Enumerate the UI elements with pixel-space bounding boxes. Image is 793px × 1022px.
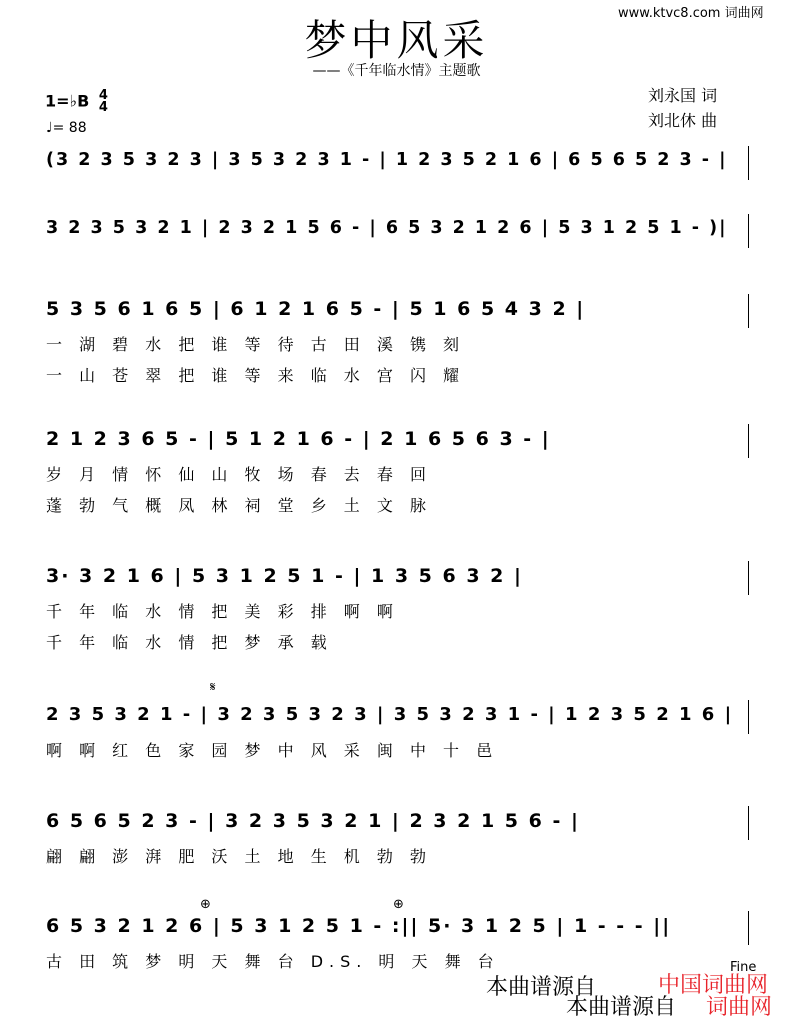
notation-line: (3 2 3 5 3 2 3 | 3 5 3 2 3 1 - | 1 2 3 5 2 1 6 | 6 5 6 5 2 3 - | <box>46 150 728 170</box>
system-end-barline <box>748 294 749 328</box>
lyric-line: 千 年 临 水 情 把 梦 承 载 <box>46 633 333 652</box>
watermark-black: 本曲谱源自 <box>486 975 597 1000</box>
tempo-marking: ♩= 88 <box>46 120 87 136</box>
coda-mark-2: ⊕ <box>393 897 404 912</box>
key-label: 1=♭B <box>45 91 90 111</box>
lyricist-credit: 刘永国 词 <box>648 86 718 105</box>
song-subtitle: ——《千年临水情》主题歌 <box>312 63 481 79</box>
notation-line: 3· 3 2 1 6 | 5 3 1 2 5 1 - | 1 3 5 6 3 2 | <box>46 565 523 587</box>
time-sig-top: 4 <box>98 88 108 103</box>
notation-line: 2 1 2 3 6 5 - | 5 1 2 1 6 - | 2 1 6 5 6 3 - | <box>46 428 551 450</box>
lyric-line: 千 年 临 水 情 把 美 彩 排 啊 啊 <box>46 602 399 621</box>
segno-mark: 𝄋 <box>210 680 216 695</box>
watermark-black-2: 本曲谱源自 <box>566 995 677 1020</box>
system-end-barline <box>748 146 749 180</box>
notation-line: 6 5 3 2 1 2 6 | 5 3 1 2 5 1 - :|| 5· 3 1 2 5 | 1 - - - || <box>46 915 672 937</box>
system-end-barline <box>748 806 749 840</box>
notation-line: 2 3 5 3 2 1 - | 3 2 3 5 3 2 3 | 3 5 3 2 3 1 - | 1 2 3 5 2 1 6 | <box>46 704 734 725</box>
time-sig-bottom: 4 <box>98 100 108 115</box>
lyric-line: 一 湖 碧 水 把 谁 等 待 古 田 溪 镌 刻 <box>46 335 466 354</box>
lyric-line: 一 山 苍 翠 把 谁 等 来 临 水 宫 闪 耀 <box>46 366 466 385</box>
watermark-red-2: 词曲网 <box>706 995 773 1020</box>
song-title: 梦中风采 <box>304 16 489 65</box>
watermark-red: 中国词曲网 <box>658 973 769 998</box>
composer-credit: 刘北休 曲 <box>648 111 718 130</box>
notation-line: 5 3 5 6 1 6 5 | 6 1 2 1 6 5 - | 5 1 6 5 4 3 2 | <box>46 298 586 320</box>
notation-line: 6 5 6 5 2 3 - | 3 2 3 5 3 2 1 | 2 3 2 1 5 6 - | <box>46 810 580 832</box>
lyric-line: 啊 啊 红 色 家 园 梦 中 风 采 闽 中 十 邑 <box>46 741 499 760</box>
lyric-line: 岁 月 情 怀 仙 山 牧 场 春 去 春 回 <box>46 465 432 484</box>
key-signature <box>45 90 108 114</box>
system-end-barline <box>748 214 749 248</box>
lyric-line: 古 田 筑 梦 明 天 舞 台 D.S. 明 天 舞 台 <box>46 952 500 971</box>
site-watermark: www.ktvc8.com 词曲网 <box>618 6 764 21</box>
system-end-barline <box>748 911 749 945</box>
system-end-barline <box>748 561 749 595</box>
system-end-barline <box>748 424 749 458</box>
coda-mark: ⊕ <box>200 897 211 912</box>
lyric-line: 蓬 勃 气 概 凤 林 祠 堂 乡 土 文 脉 <box>46 496 432 515</box>
system-end-barline <box>748 700 749 734</box>
notation-line: 3 2 3 5 3 2 1 | 2 3 2 1 5 6 - | 6 5 3 2 1 2 6 | 5 3 1 2 5 1 - )| <box>46 218 728 238</box>
fine-mark: Fine <box>730 960 757 975</box>
lyric-line: 翩 翩 澎 湃 肥 沃 土 地 生 机 勃 勃 <box>46 847 432 866</box>
